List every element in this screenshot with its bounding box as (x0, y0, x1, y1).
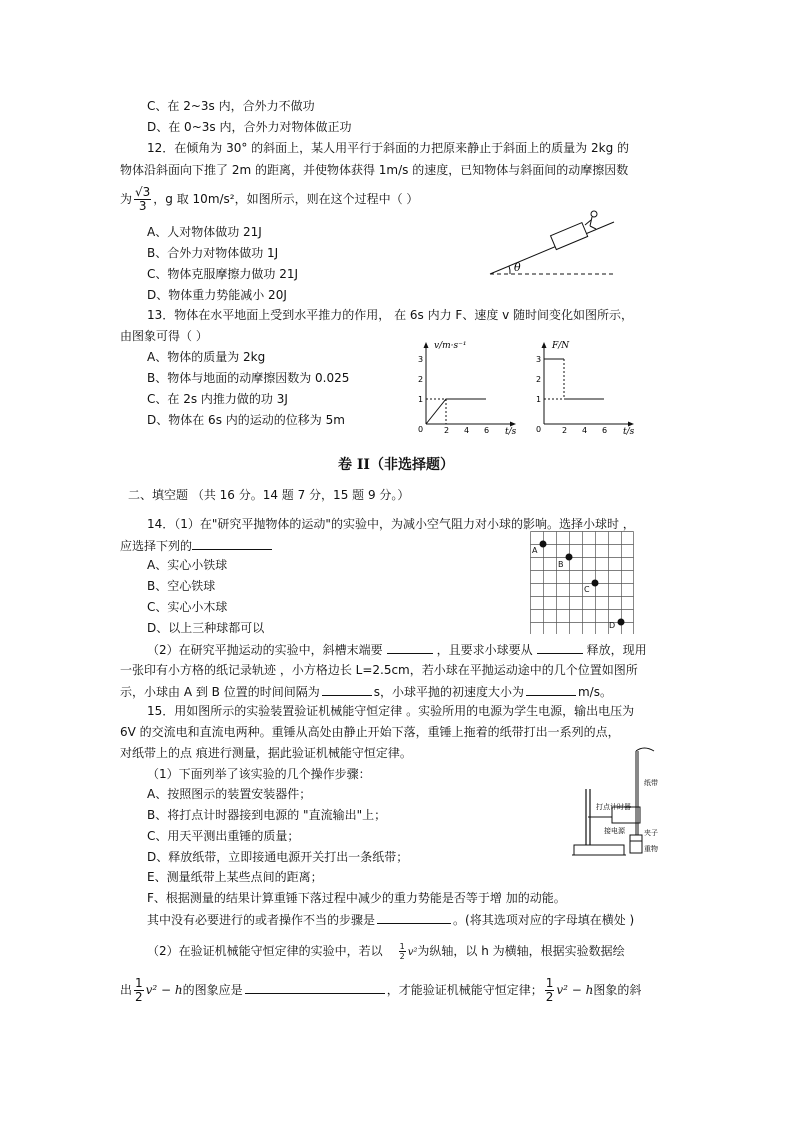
q14-stem-line1: 14．（1）在"研究平抛物体的运动"的实验中，为减小空气阻力对小球的影响。选择小球时 ， (147, 517, 635, 531)
q14-answer-blank[interactable] (192, 537, 272, 550)
velocity-curve (426, 399, 486, 424)
t-tick-2: 2 (562, 426, 568, 435)
q14-blank-release[interactable] (537, 641, 583, 654)
q14-p2-text-c: 释放，现用 (586, 643, 647, 657)
expr-fraction-2 (545, 977, 555, 1004)
t-axis-label: t/s (623, 427, 635, 436)
section-title: 卷 II（非选择题） (338, 457, 454, 473)
hand (636, 748, 654, 751)
frac-numerator: √3 (135, 185, 151, 199)
weight (630, 841, 642, 853)
label-c: C (584, 585, 590, 594)
q12-friction-fraction (134, 186, 151, 213)
half-den: 2 (545, 990, 554, 1004)
t-tick-2: 2 (444, 426, 450, 435)
q14-option-d: D、以上三种球都可以 (147, 621, 265, 635)
q13-option-a: A、物体的质量为 2kg (147, 350, 266, 364)
v-tick-1: 1 (418, 395, 424, 404)
q14-blank-end[interactable] (387, 641, 433, 654)
q12-option-c: C、物体克服摩擦力做功 21J (147, 267, 299, 281)
q14-option-a: A、实心小铁球 (147, 558, 228, 572)
grid-lines (531, 532, 634, 635)
person-leg (590, 226, 596, 229)
q15-p2-text-d: 的图象应是 (182, 983, 243, 997)
q12-stem-line1: 12．在倾角为 30° 的斜面上，某人用平行于斜面的力把原来静止于斜面上的质量为 2kg 的 (147, 141, 630, 155)
q14-blank-time[interactable] (322, 683, 372, 696)
q13-option-c: C、在 2s 内推力做的功 3J (147, 392, 288, 406)
angle-arc (509, 266, 510, 274)
q15-step-f: F、根据测量的结果计算重锤下落过程中减少的重力势能是否等于增 加的动能。 (147, 891, 566, 905)
q14-part2-line3 (120, 683, 612, 700)
expr-tail-2: v² − h (556, 983, 594, 997)
q14-blank-velocity[interactable] (526, 683, 576, 696)
t-tick-4: 4 (582, 426, 588, 435)
q15-p2-text-c: 出 (120, 983, 133, 997)
q14-p2-text-f: m/s。 (577, 685, 612, 699)
q14-part2-line1 (147, 641, 647, 658)
q14-p2-text-e: s，小球平抛的初速度大小为 (373, 685, 524, 699)
q15-p2-text-e: ，才能验证机械能守恒定律； (386, 983, 543, 997)
q12-prefix: 为 (120, 192, 133, 206)
q15-blank-graph[interactable] (245, 981, 385, 994)
q12-option-a: A、人对物体做功 21J (147, 225, 262, 239)
label-d: D (609, 621, 616, 630)
point-a (540, 541, 547, 548)
v-tick-2: 2 (418, 375, 424, 384)
q14-option-b: B、空心铁球 (147, 579, 216, 593)
label-clip: 夹子 (644, 829, 658, 837)
q15-stem-line1: 15．用如图所示的实验装置验证机械能守恒定律 。实验所用的电源为学生电源，输出电压为 (147, 704, 635, 718)
half-den: 2 (135, 990, 143, 1004)
q15-stem-line3: 对纸带上的点 痕进行测量，据此验证机械能守恒定律。 (120, 746, 412, 760)
trajectory-grid (530, 531, 634, 634)
q15-p2-text-f: 图象的斜 (593, 983, 642, 997)
label-power: 接电源 (604, 827, 625, 835)
q12-stem-line2: 物体沿斜面向下推了 2m 的距离，并使物体获得 1m/s 的速度，已知物体与斜面间的动摩擦因数 (120, 163, 629, 177)
half-num: 1 (545, 976, 554, 990)
f-tick-2: 2 (536, 375, 542, 384)
q15-part2-line1 (147, 940, 625, 964)
q15-p2-text-a: （2）在验证机械能守恒定律的实验中，若以 (147, 944, 383, 958)
v-axis-arrow (424, 342, 429, 348)
section-header: 二、填空题 （共 16 分。14 题 7 分，15 题 9 分。） (128, 488, 410, 502)
q15-q-text-b: 。(将其选项对应的字母填在横处 ) (453, 913, 635, 927)
q14-line2-text: 应选择下列的 (120, 539, 193, 553)
angle-label: θ (514, 261, 521, 274)
t-tick-4: 4 (464, 426, 470, 435)
q15-p2-text-b: 为纵轴，以 h 为横轴，根据实验数据绘 (417, 944, 625, 958)
q14-p2-text-d: 示，小球由 A 到 B 位置的时间间隔为 (120, 685, 320, 699)
t-axis-label: t/s (505, 427, 517, 436)
q11-option-d: D、在 0~3s 内，合外力对物体做正功 (147, 120, 352, 134)
q14-p2-text-b: ，且要求小球要从 (436, 643, 533, 657)
f-axis-label: F/N (552, 341, 570, 351)
q14-option-c: C、实心小木球 (147, 600, 228, 614)
q15-step-question (147, 911, 634, 928)
half-num: 1 (135, 976, 143, 990)
v-axis-label: v/m·s⁻¹ (434, 341, 467, 351)
q12-suffix: ，g 取 10m/s²，如图所示，则在这个过程中（ ） (153, 192, 419, 206)
f-tick-3: 3 (536, 355, 542, 364)
point-b (566, 554, 573, 561)
incline-figure (486, 200, 618, 280)
q15-step-b: B、将打点计时器接到电源的 "直流输出"上； (147, 808, 387, 822)
label-b: B (558, 560, 564, 569)
q15-step-e: E、测量纸带上某些点间的距离； (147, 870, 323, 884)
f-axis-arrow (542, 342, 547, 348)
f-tick-0: 0 (536, 425, 542, 434)
apparatus-figure (570, 745, 672, 865)
q13-stem-line2: 由图象可得（ ） (120, 329, 208, 343)
q13-option-d: D、物体在 6s 内的运动的位移为 5m (147, 413, 345, 427)
q12-option-b: B、合外力对物体做功 1J (147, 246, 279, 260)
base (574, 845, 624, 855)
person-head-icon (591, 211, 597, 217)
clip (630, 835, 642, 841)
q12-stem-line3 (120, 186, 418, 213)
force-time-graph (530, 338, 640, 436)
label-paper: 纸带 (644, 779, 658, 787)
q13-option-b: B、物体与地面的动摩擦因数为 0.025 (147, 371, 350, 385)
expr-tail-1: v² − h (145, 983, 183, 997)
q15-q-text-a: 其中没有必要进行的或者操作不当的步骤是 (147, 913, 376, 927)
t-axis-arrow (628, 422, 634, 427)
label-a: A (532, 546, 538, 555)
q15-part2-line2 (120, 976, 641, 1004)
q15-blank-steps[interactable] (377, 911, 451, 924)
f-tick-1: 1 (536, 395, 542, 404)
q14-p2-text-a: （2）在研究平抛运动的实验中，斜槽末端要 (147, 643, 383, 657)
label-weight: 重物 (644, 845, 658, 853)
v-tick-0: 0 (418, 425, 424, 434)
axis-fraction (399, 942, 406, 961)
point-d (618, 619, 625, 626)
expr-fraction-1 (134, 977, 144, 1004)
q15-stem-line2: 6V 的交流电和直流电两种。重锤从高处由静止开始下落，重锤上拖着的纸带打出一系列的点， (120, 725, 620, 739)
q15-step-c: C、用天平测出重锤的质量； (147, 829, 300, 843)
q13-stem-line1: 13．物体在水平地面上受到水平推力的作用， 在 6s 内力 F、速度 v 随时间变化如图所示， (147, 308, 634, 322)
t-axis-arrow (510, 422, 516, 427)
q15-step-d: D、释放纸带，立即接通电源开关打出一条纸带； (147, 850, 409, 864)
label-timer: 打点计时器 (596, 803, 631, 811)
q14-stem-line2 (120, 537, 272, 554)
q15-step-a: A、按照图示的装置安装器件； (147, 787, 312, 801)
q15-step-intro: （1）下面列举了该实验的几个操作步骤： (147, 767, 371, 781)
half-num: 1 (399, 942, 405, 951)
half-den: 2 (399, 952, 405, 961)
incline-block (551, 223, 588, 250)
person-body (590, 217, 592, 226)
v-tick-3: 3 (418, 355, 424, 364)
q14-part2-line2: 一张印有小方格的纸记录轨迹 ，小方格边长 L=2.5cm，若小球在平抛运动途中的几个位置如图所 (120, 663, 638, 677)
q12-option-d: D、物体重力势能减小 20J (147, 288, 287, 302)
t-tick-6: 6 (484, 426, 490, 435)
axis-v2: v² (407, 947, 418, 958)
frac-denominator: 3 (138, 199, 147, 213)
velocity-time-graph (412, 338, 522, 436)
t-tick-6: 6 (602, 426, 608, 435)
point-c (592, 580, 599, 587)
q11-option-c: C、在 2~3s 内，合外力不做功 (147, 99, 315, 113)
